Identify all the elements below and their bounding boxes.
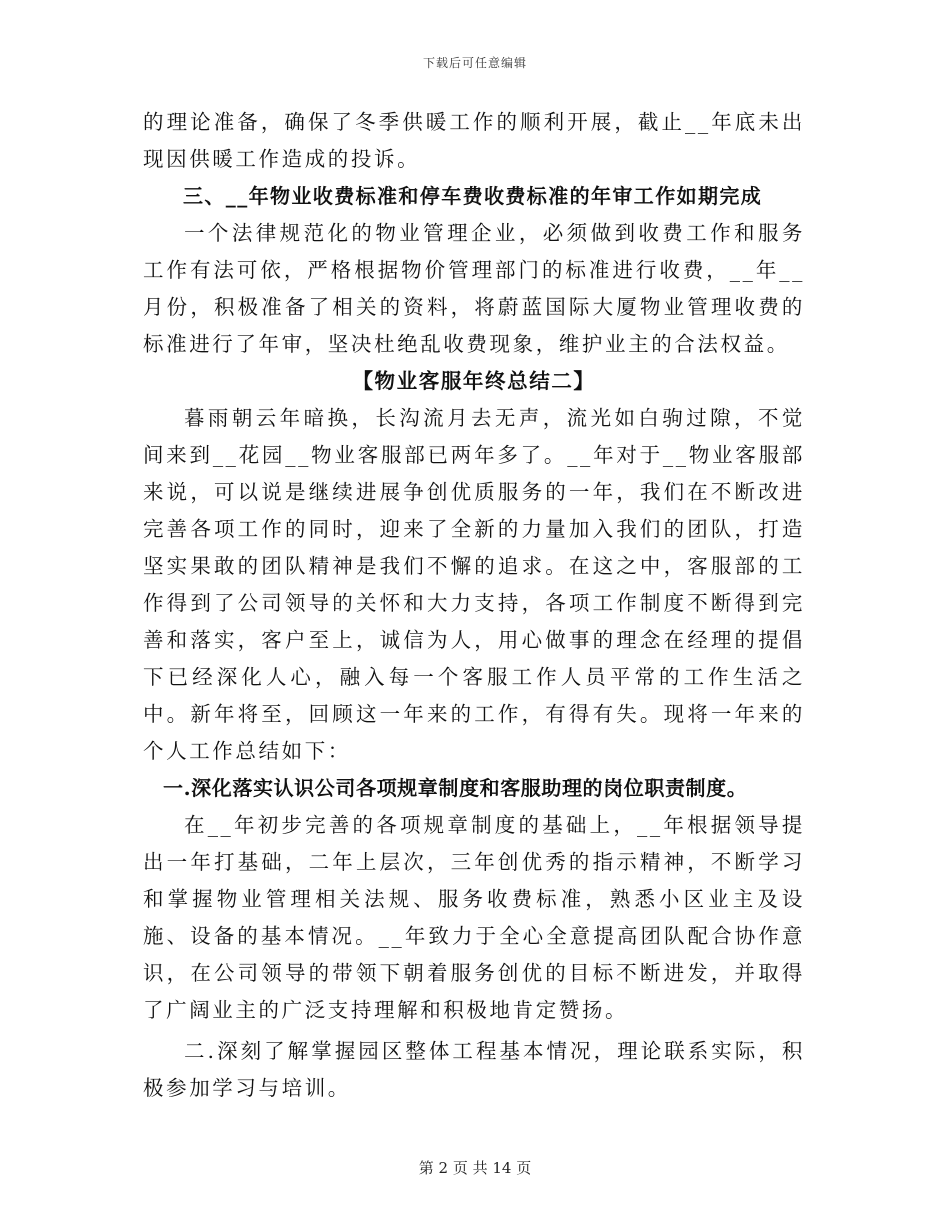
document-body [143, 104, 805, 1107]
paragraph-3: 暮雨朝云年暗换，长沟流月去无声，流光如白驹过隙，不觉间来到__花园__物业客服部已两年多了。__年对于__物业客服部来说，可以说是继续进展争创优质服务的一年，我们在不断改进完善各项工作的同时，迎来了全新的力量加入我们的团队，打造坚实果敢的团队精神是我们不懈的追求。在这之中，客服部的工作得到了公司领导的关怀和大力支持，各项工作制度不断得到完善和落实，客户至上，诚信为人，用心做事的理念在经理的提倡下已经深化人心，融入每一个客服工作人员平常的工作生活之中。新年将至，回顾这一年来的工作，有得有失。现将一年来的个人工作总结如下： [143, 406, 805, 763]
heading-section-3: 三、__年物业收费标准和停车费收费标准的年审工作如期完成 [183, 184, 763, 208]
heading-item-1: 一.深化落实认识公司各项规章制度和客服助理的岗位职责制度。 [163, 776, 748, 800]
paragraph-2: 一个法律规范化的物业管理企业，必须做到收费工作和服务工作有法可依，严格根据物价管理部门的标准进行收费，__年__月份，积极准备了相关的资料，将蔚蓝国际大厦物业管理收费的标准进行了年审，坚决杜绝乱收费现象，维护业主的合法权益。 [143, 221, 805, 356]
page-header-note: 下载后可任意编辑 [422, 56, 527, 70]
section-title-summary-2: 【物业客服年终总结二】 [352, 369, 596, 393]
page-number: 第 2 页 共 14 页 [418, 1159, 532, 1177]
paragraph-4: 在__年初步完善的各项规章制度的基础上，__年根据领导提出一年打基础，二年上层次，三年创优秀的指示精神，不断学习和掌握物业管理相关法规、服务收费标准，熟悉小区业主及设施、设备的基本情况。__年致力于全心全意提高团队配合协作意识，在公司领导的带领下朝着服务创优的目标不断进发，并取得了广阔业主的广泛支持理解和积极地肯定赞扬。 [143, 813, 805, 1022]
paragraph-1: 的理论准备，确保了冬季供暖工作的顺利开展，截止__年底未出现因供暖工作造成的投诉。 [143, 110, 805, 171]
paragraph-5: 二.深刻了解掌握园区整体工程基本情况，理论联系实际，积极参加学习与培训。 [143, 1039, 805, 1100]
